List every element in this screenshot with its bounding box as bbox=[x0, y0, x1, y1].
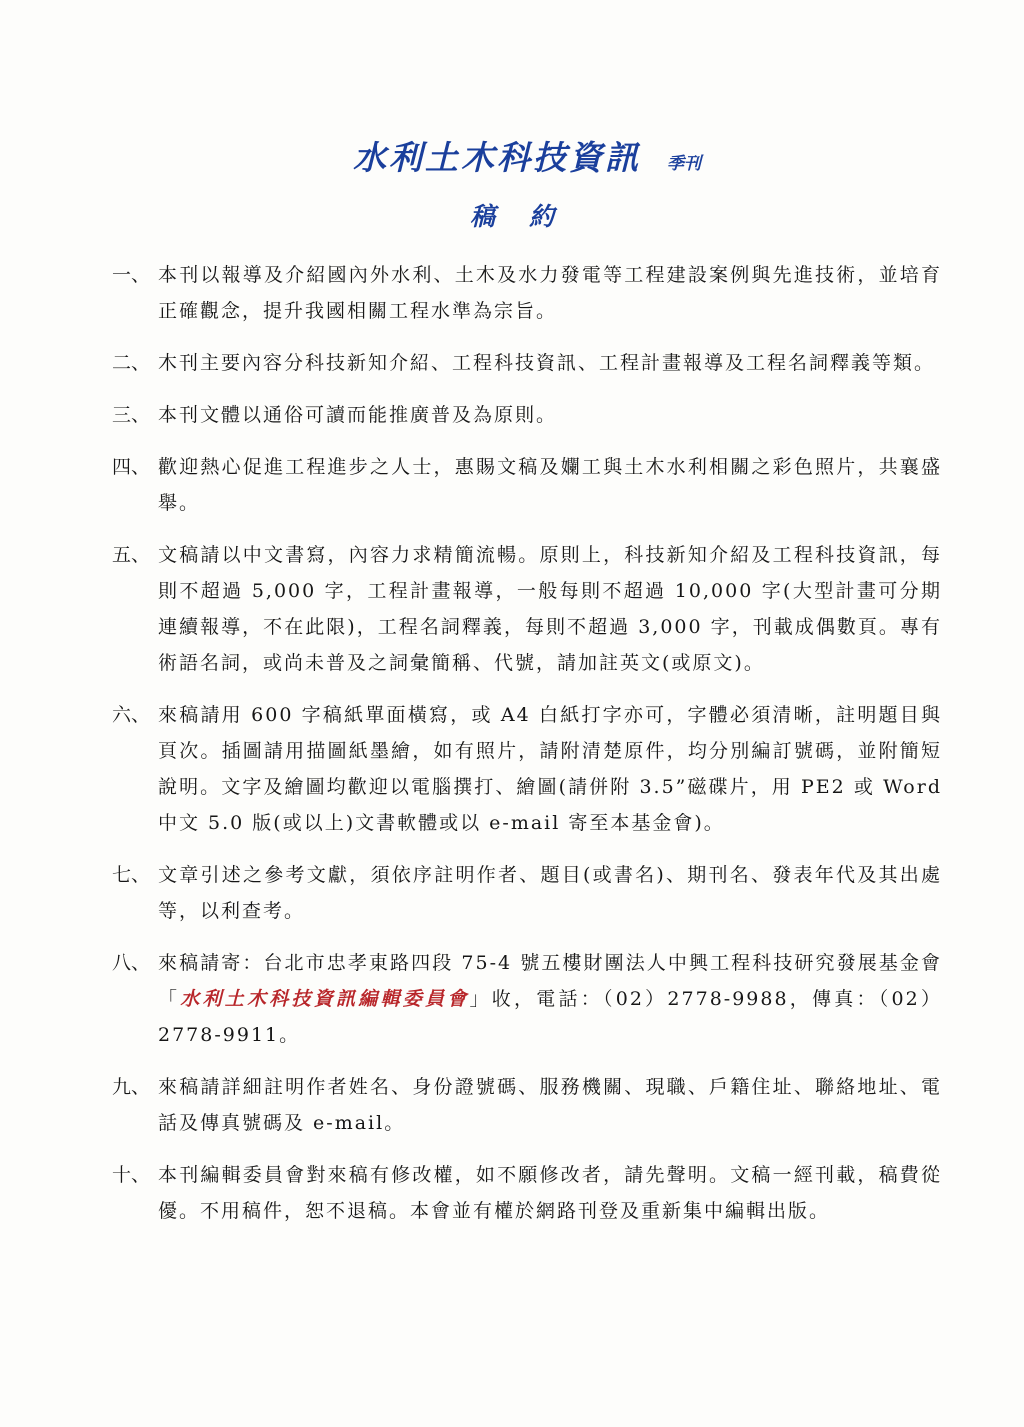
guidelines-list bbox=[112, 257, 942, 1245]
committee-name: 水利土木科技資訊編輯委員會 bbox=[180, 988, 470, 1010]
item-number: 二、 bbox=[112, 352, 151, 374]
title-row bbox=[30, 132, 1024, 179]
item-text bbox=[158, 945, 942, 1053]
item-text: 木刊主要內容分科技新知介紹、工程科技資訊、工程計畫報導及工程名詞釋義等類。 bbox=[158, 352, 936, 374]
item-number: 九、 bbox=[112, 1076, 151, 1098]
item-text: 文稿請以中文書寫，內容力求精簡流暢。原則上，科技新知介紹及工程科技資訊，每則不超過 5,000 字，工程計畫報導，一般每則不超過 10,000 字(大型計畫可分期連續報導，不在此限)，工程名詞釋義，每則不超過 3,000 字，刊載成偶數頁。專有術語名詞，或尚未普及之詞彙簡稱、代號，請加註英文(或原文)。 bbox=[158, 544, 942, 674]
journal-title: 水利土木科技資訊 bbox=[353, 138, 641, 177]
item-number: 七、 bbox=[112, 864, 151, 886]
item-text: 來稿請用 600 字稿紙單面橫寫，或 A4 白紙打字亦可，字體必須清晰，註明題目與頁次。插圖請用描圖紙墨繪，如有照片，請附清楚原件，均分別編訂號碼，並附簡短說明。文字及繪圖均歡迎以電腦撰打、繪圖(請併附 3.5”磁碟片，用 PE2 或 Word 中文 5.0 版(或以上)文書軟體或以 e-mail 寄至本基金會)。 bbox=[158, 704, 942, 834]
item-text: 歡迎熱心促進工程進步之人士，惠賜文稿及孄工與土木水利相關之彩色照片，共襄盛舉。 bbox=[158, 456, 942, 514]
item-number: 四、 bbox=[112, 456, 151, 478]
list-item bbox=[112, 449, 942, 521]
list-item bbox=[112, 1157, 942, 1229]
item-number: 八、 bbox=[112, 952, 151, 974]
item-text: 本刊以報導及介紹國內外水利、土木及水力發電等工程建設案例與先進技術，並培育正確觀念，提升我國相關工程水準為宗旨。 bbox=[158, 264, 942, 322]
list-item bbox=[112, 945, 942, 1053]
list-item bbox=[112, 537, 942, 681]
list-item bbox=[112, 857, 942, 929]
journal-subtitle: 季刊 bbox=[667, 154, 701, 174]
item-number: 十、 bbox=[112, 1164, 151, 1186]
header bbox=[0, 132, 1024, 233]
list-item bbox=[112, 697, 942, 841]
item-text: 本刊文體以通俗可讀而能推廣普及為原則。 bbox=[158, 404, 558, 426]
list-item bbox=[112, 257, 942, 329]
item-number: 一、 bbox=[112, 264, 151, 286]
item-text: 文章引述之參考文獻，須依序註明作者、題目(或書名)、期刊名、發表年代及其出處等，以利查考。 bbox=[158, 864, 942, 922]
item-text: 本刊編輯委員會對來稿有修改權，如不願修改者，請先聲明。文稿一經刊載，稿費從優。不用稿件，恕不退稿。本會並有權於網路刊登及重新集中編輯出版。 bbox=[158, 1164, 942, 1222]
item-number: 三、 bbox=[112, 404, 151, 426]
list-item bbox=[112, 397, 942, 433]
section-heading: 稿約 bbox=[469, 202, 588, 231]
address-text: 來稿請寄：台北市忠孝東路四段 75-4 號五樓財團法人中興工程科技研究發展基金會「 bbox=[158, 952, 942, 1010]
item-number: 五、 bbox=[112, 544, 151, 566]
list-item bbox=[112, 345, 942, 381]
list-item bbox=[112, 1069, 942, 1141]
item-number: 六、 bbox=[112, 704, 151, 726]
contact-text: 」收，電話：（02）2778-9988，傳真：（02）2778-9911。 bbox=[158, 988, 942, 1046]
item-text: 來稿請詳細註明作者姓名、身份證號碼、服務機關、現職、戶籍住址、聯絡地址、電話及傳真號碼及 e-mail。 bbox=[158, 1076, 942, 1134]
